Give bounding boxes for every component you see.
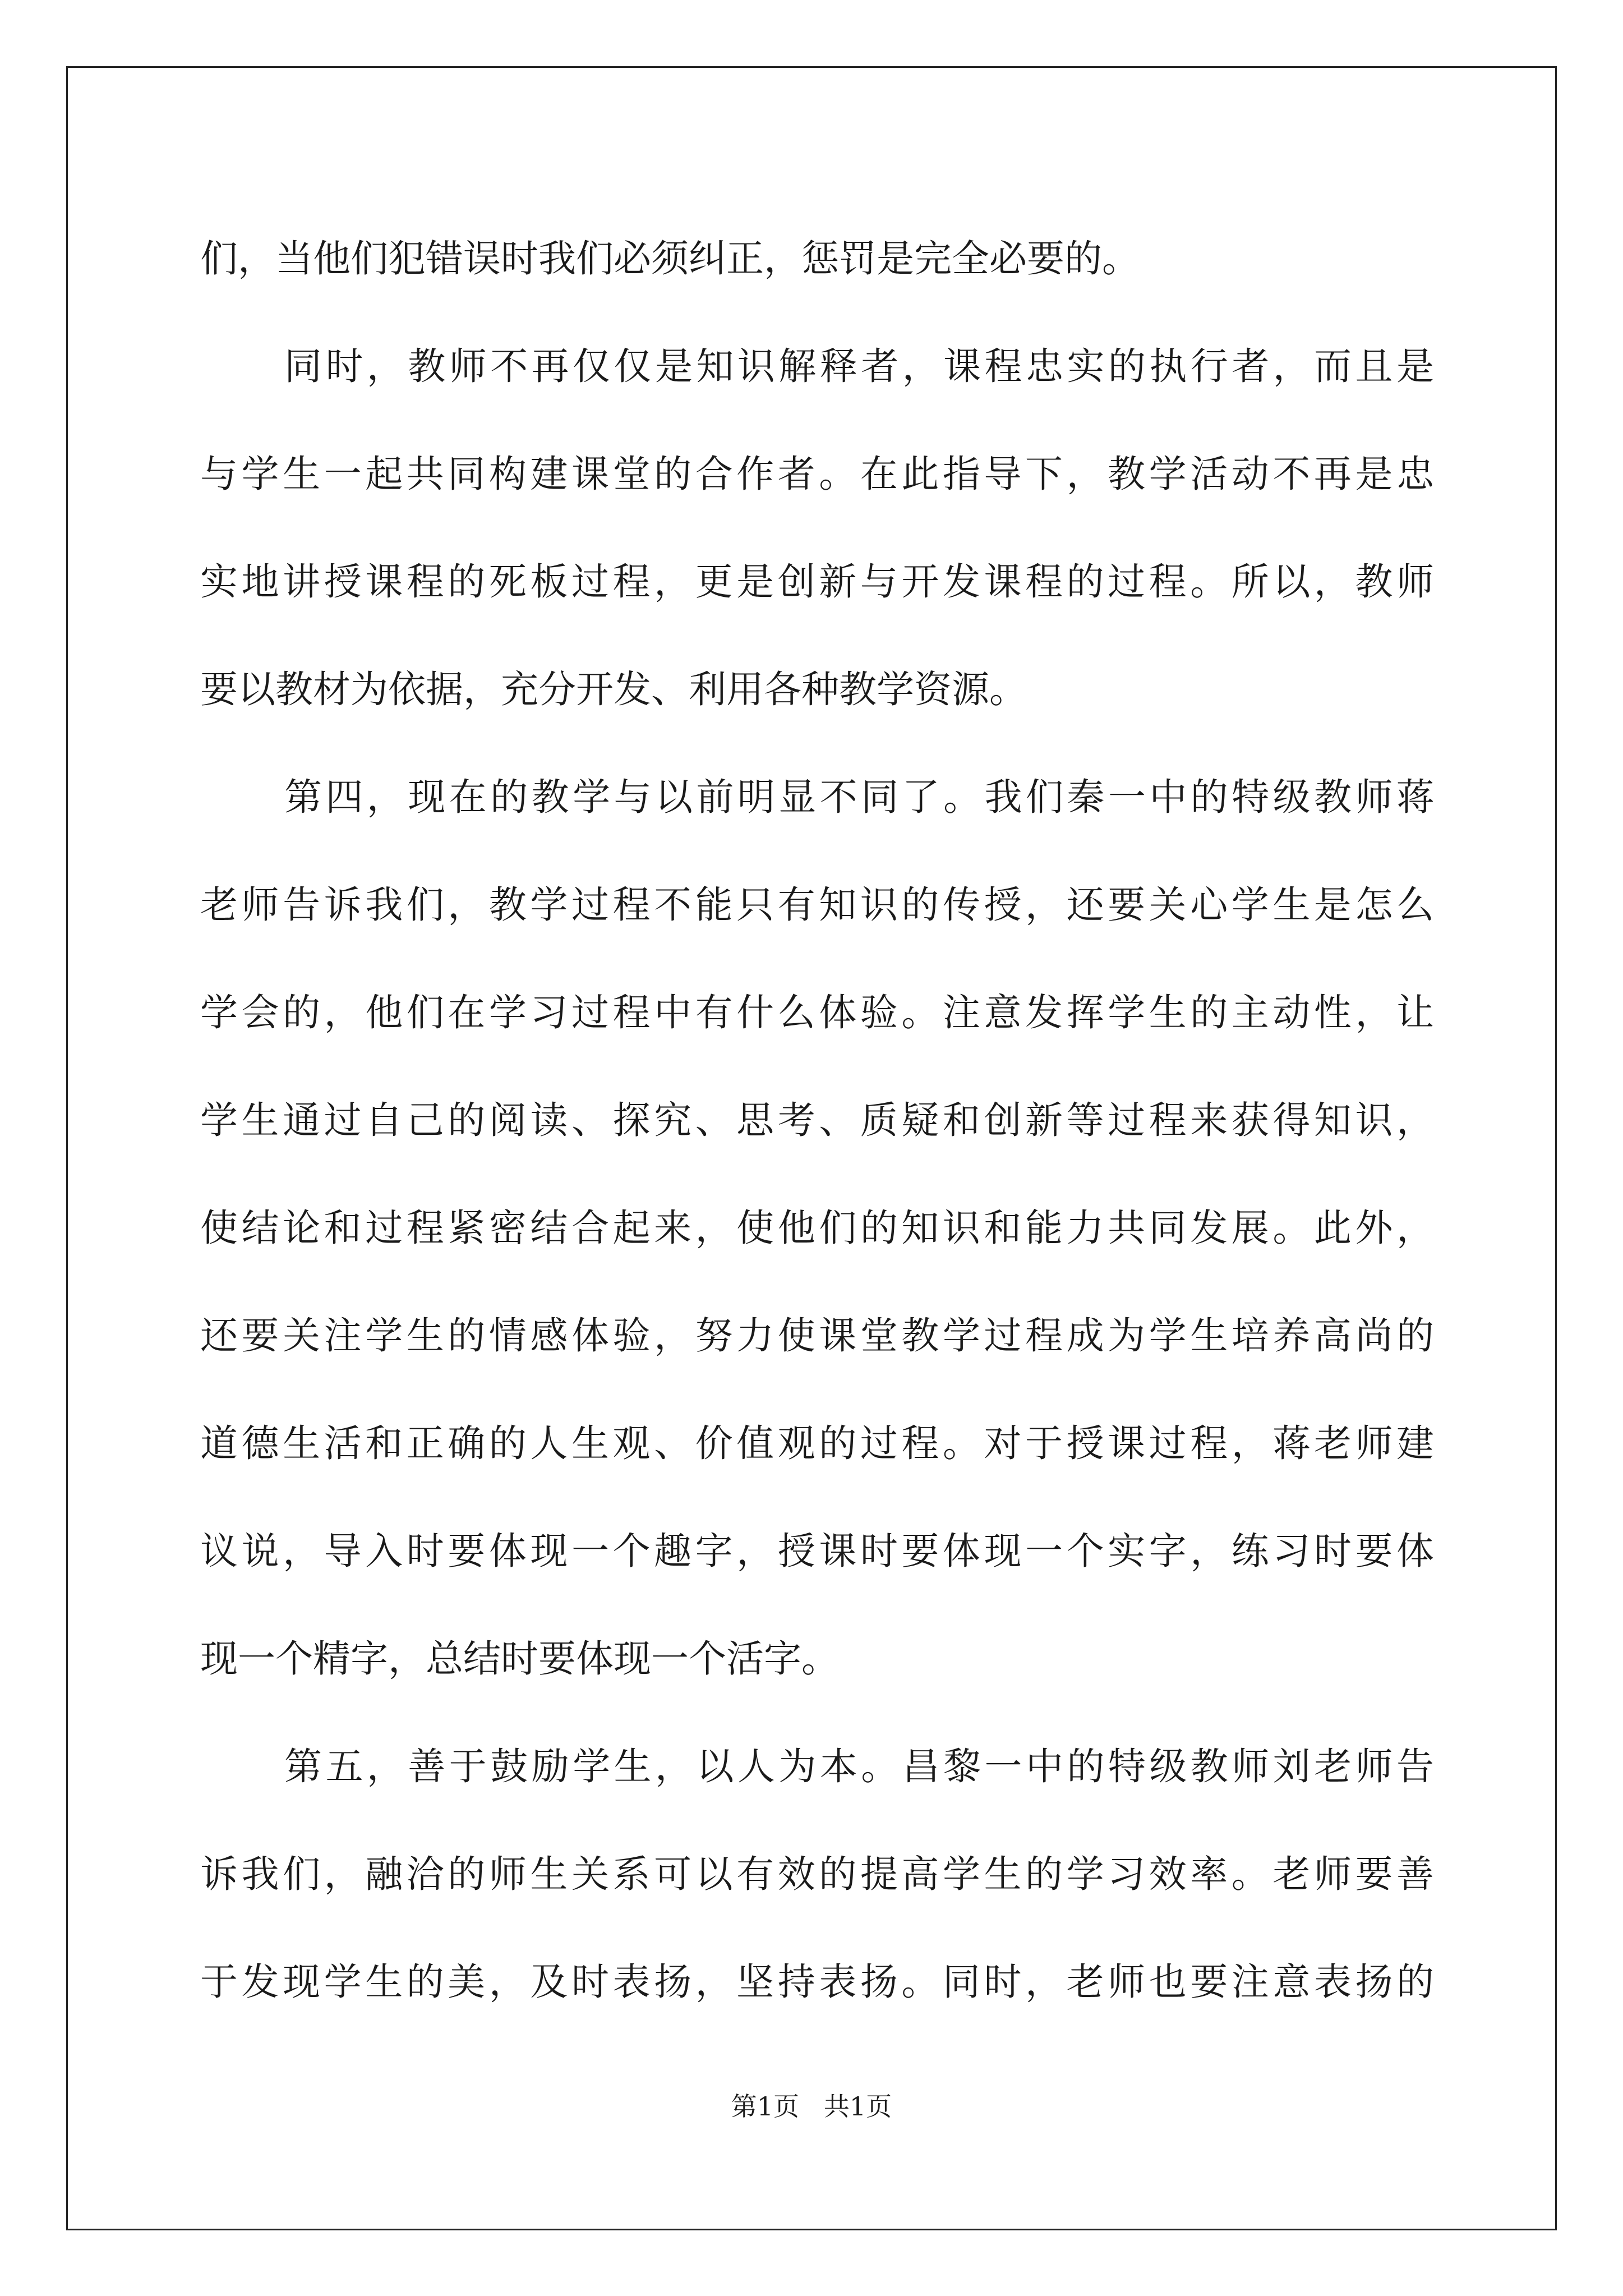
text-line: 学生通过自己的阅读、探究、思考、质疑和创新等过程来获得知识，	[200, 1098, 1434, 1142]
text-line: 于发现学生的美，及时表扬，坚持表扬。同时，老师也要注意表扬的	[200, 1960, 1434, 2004]
text-line: 道德生活和正确的人生观、价值观的过程。对于授课过程，蒋老师建	[200, 1421, 1434, 1465]
text-line: 同时，教师不再仅仅是知识解释者，课程忠实的执行者，而且是	[284, 344, 1434, 388]
text-line: 现一个精字，总结时要体现一个活字。	[200, 1637, 839, 1681]
text-line: 第五，善于鼓励学生，以人为本。昌黎一中的特级教师刘老师告	[284, 1745, 1434, 1788]
text-line: 实地讲授课程的死板过程，更是创新与开发课程的过程。所以，教师	[200, 560, 1434, 604]
page-footer: 第1页 共1页	[731, 2091, 892, 2122]
document-body	[200, 205, 1434, 2036]
text-line: 议说，导入时要体现一个趣字，授课时要体现一个实字，练习时要体	[200, 1529, 1434, 1573]
text-line: 还要关注学生的情感体验，努力使课堂教学过程成为学生培养高尚的	[200, 1314, 1434, 1358]
text-line: 们，当他们犯错误时我们必须纠正，惩罚是完全必要的。	[200, 237, 1140, 280]
text-line: 与学生一起共同构建课堂的合作者。在此指导下，教学活动不再是忠	[200, 452, 1434, 496]
text-line: 诉我们，融洽的师生关系可以有效的提高学生的学习效率。老师要善	[200, 1852, 1434, 1896]
text-line: 使结论和过程紧密结合起来，使他们的知识和能力共同发展。此外，	[200, 1206, 1434, 1250]
text-line: 要以教材为依据，充分开发、利用各种教学资源。	[200, 668, 1027, 711]
text-line: 老师告诉我们，教学过程不能只有知识的传授，还要关心学生是怎么	[200, 883, 1434, 927]
text-line: 第四，现在的教学与以前明显不同了。我们秦一中的特级教师蒋	[284, 775, 1434, 819]
text-line: 学会的，他们在学习过程中有什么体验。注意发挥学生的主动性，让	[200, 991, 1434, 1034]
